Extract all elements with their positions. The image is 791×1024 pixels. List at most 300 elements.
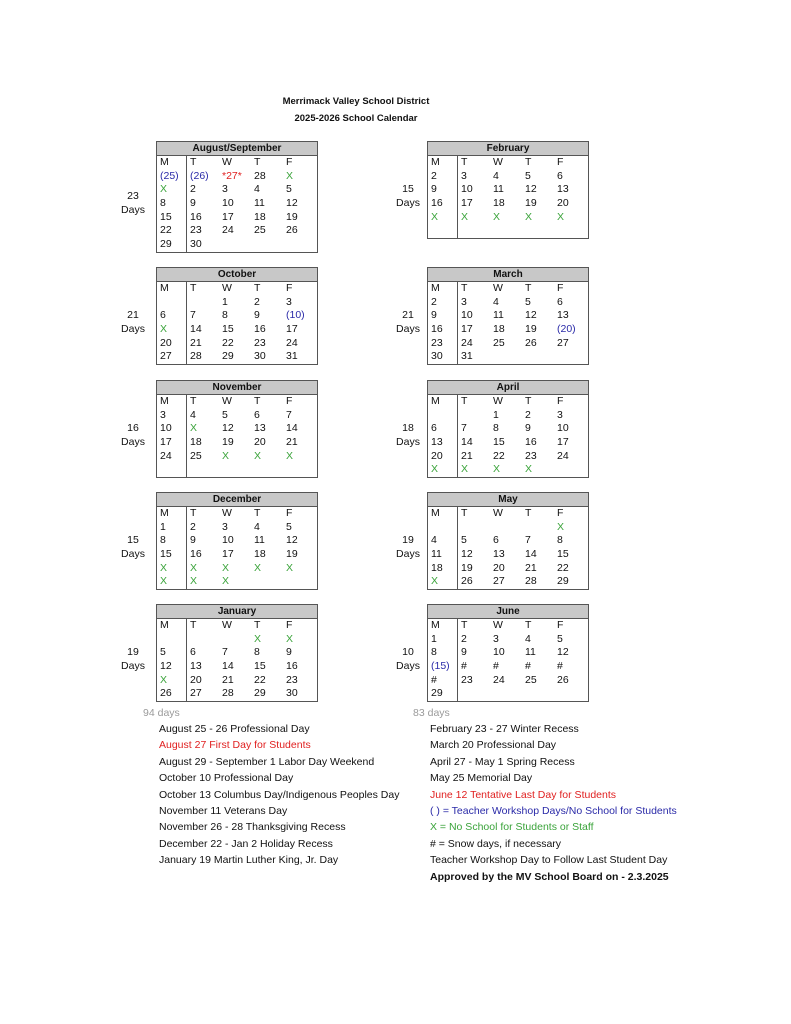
month-block xyxy=(156,380,318,478)
day-cell: 14 xyxy=(461,436,473,449)
day-cell: (20) xyxy=(557,323,576,336)
day-cell: 12 xyxy=(286,197,298,210)
day-cell: 9 xyxy=(254,309,260,322)
weekday-label: F xyxy=(286,619,293,631)
weekday-label: W xyxy=(493,156,503,168)
day-cell: 27 xyxy=(557,336,569,349)
day-cell: # xyxy=(461,660,467,673)
day-cell: X xyxy=(557,520,565,533)
week-row xyxy=(428,350,588,364)
legend-left xyxy=(159,721,399,869)
day-cell: 2 xyxy=(428,296,458,310)
legend-item: August 27 First Day for Students xyxy=(159,739,311,752)
day-cell: 25 xyxy=(190,449,202,462)
day-cell xyxy=(458,687,490,701)
day-cell: 20 xyxy=(557,197,569,210)
month-name: May xyxy=(428,493,588,507)
day-cell: 19 xyxy=(525,323,537,336)
day-cell: 15 xyxy=(222,323,234,336)
day-cell xyxy=(522,224,554,238)
left-total-count: 94 xyxy=(143,707,155,719)
day-cell: 16 xyxy=(190,210,202,223)
day-cell: X xyxy=(428,463,458,477)
day-cell: 19 xyxy=(222,436,234,449)
day-cell: 19 xyxy=(286,210,298,223)
weekday-label: W xyxy=(222,507,232,519)
day-cell: 4 xyxy=(428,534,458,548)
legend-item: August 29 - September 1 Labor Day Weekend xyxy=(159,755,375,768)
day-cell: X xyxy=(157,562,187,576)
day-cell: X xyxy=(254,632,262,645)
day-cell: X xyxy=(493,210,501,223)
day-cell: 6 xyxy=(557,295,563,308)
day-cell: 14 xyxy=(525,548,537,561)
weekday-label: F xyxy=(557,619,564,631)
day-cell: 6 xyxy=(190,646,196,659)
day-cell: 1 xyxy=(493,408,499,421)
day-cell: X xyxy=(222,561,230,574)
day-cell: X xyxy=(525,210,533,223)
week-row xyxy=(428,197,588,211)
day-cell: # xyxy=(525,660,531,673)
day-cell: X xyxy=(254,449,262,462)
day-cell: 19 xyxy=(461,561,473,574)
day-cell: 4 xyxy=(254,183,260,196)
month-name: October xyxy=(157,268,317,282)
day-cell: 1 xyxy=(157,521,187,535)
day-cell: X xyxy=(286,632,294,645)
weekday-label: W xyxy=(222,395,232,407)
days-count-label: Days xyxy=(396,436,420,449)
week-row xyxy=(157,337,317,351)
day-cell: 24 xyxy=(157,450,187,464)
calendar-title: 2025-2026 School Calendar xyxy=(294,113,418,124)
week-row xyxy=(428,575,588,589)
day-cell: 15 xyxy=(493,436,505,449)
legend-item: December 22 - Jan 2 Holiday Recess xyxy=(159,837,333,850)
month-name: March xyxy=(428,268,588,282)
weekday-label: W xyxy=(493,395,503,407)
day-cell: X xyxy=(190,561,198,574)
left-total-label: days xyxy=(157,707,180,719)
weekday-label: T xyxy=(190,156,197,168)
day-cell: 7 xyxy=(222,646,228,659)
day-cell: 17 xyxy=(222,548,234,561)
day-cell: 13 xyxy=(254,422,266,435)
day-cell: 31 xyxy=(461,350,473,363)
day-cell: 16 xyxy=(190,548,202,561)
month-name: January xyxy=(157,605,317,619)
day-cell: 6 xyxy=(557,169,563,182)
weekday-label: T xyxy=(525,282,532,294)
week-row xyxy=(428,337,588,351)
days-count-number: 18 xyxy=(402,422,414,435)
days-count-label: Days xyxy=(396,323,420,336)
week-row xyxy=(157,197,317,211)
week-row xyxy=(428,422,588,436)
day-cell xyxy=(157,633,187,647)
day-cell: 3 xyxy=(286,295,292,308)
day-cell: (10) xyxy=(286,309,305,322)
day-cell: 17 xyxy=(461,197,473,210)
day-cell: 23 xyxy=(286,673,298,686)
day-cell xyxy=(219,463,251,477)
week-row xyxy=(157,211,317,225)
day-cell xyxy=(554,350,586,364)
day-cell: 14 xyxy=(286,422,298,435)
day-cell: 19 xyxy=(286,548,298,561)
day-cell xyxy=(522,350,554,364)
day-cell: 11 xyxy=(493,183,504,196)
day-cell: 21 xyxy=(222,673,234,686)
day-cell: 8 xyxy=(222,309,228,322)
day-cell: 4 xyxy=(525,632,531,645)
day-cell xyxy=(219,633,251,647)
weekday-label: T xyxy=(461,395,468,407)
legend-item: October 10 Professional Day xyxy=(159,772,294,785)
month-block xyxy=(156,141,318,253)
day-cell: 3 xyxy=(222,520,228,533)
week-row xyxy=(157,183,317,197)
day-cell: 17 xyxy=(157,436,187,450)
day-cell xyxy=(283,575,315,589)
days-count-label: Days xyxy=(396,548,420,561)
day-cell: 29 xyxy=(557,575,569,588)
month-block xyxy=(156,267,318,365)
day-cell xyxy=(187,463,219,477)
days-count-label: Days xyxy=(396,660,420,673)
month-name: August/September xyxy=(157,142,317,156)
month-block xyxy=(427,604,589,702)
day-cell: 26 xyxy=(461,575,473,588)
day-cell: 4 xyxy=(493,295,499,308)
weekday-header-row xyxy=(428,156,588,170)
day-cell: 23 xyxy=(254,336,266,349)
day-cell: 12 xyxy=(557,646,569,659)
weekday-header-row xyxy=(157,619,317,633)
day-cell: 30 xyxy=(190,238,202,251)
day-cell xyxy=(458,409,490,423)
week-row xyxy=(428,562,588,576)
day-cell xyxy=(428,224,458,238)
month-block xyxy=(427,380,589,478)
day-cell: X xyxy=(428,211,458,225)
weekday-label: F xyxy=(557,282,564,294)
week-row xyxy=(428,436,588,450)
weekday-header-row xyxy=(157,395,317,409)
day-cell: 24 xyxy=(286,336,298,349)
weekday-header-row xyxy=(157,507,317,521)
day-cell: *27* xyxy=(222,169,242,182)
day-cell: 2 xyxy=(190,183,196,196)
weekday-label: W xyxy=(222,619,232,631)
day-cell: 22 xyxy=(493,449,505,462)
day-cell: 7 xyxy=(525,534,531,547)
day-cell: 20 xyxy=(157,337,187,351)
days-count-number: 10 xyxy=(402,646,414,659)
day-cell: 9 xyxy=(525,422,531,435)
weekday-label: W xyxy=(222,156,232,168)
day-cell: (26) xyxy=(190,169,209,182)
day-cell: 26 xyxy=(157,687,187,701)
day-cell: 21 xyxy=(525,561,537,574)
day-cell: 12 xyxy=(525,309,537,322)
day-cell xyxy=(428,521,458,535)
weekday-label: F xyxy=(286,395,293,407)
month-block xyxy=(156,604,318,702)
day-cell: 22 xyxy=(254,673,266,686)
day-cell: 12 xyxy=(286,534,298,547)
day-cell: 18 xyxy=(254,548,266,561)
right-total xyxy=(413,707,450,719)
day-cell: 15 xyxy=(557,548,569,561)
day-cell: 6 xyxy=(254,408,260,421)
day-cell: 24 xyxy=(222,224,234,237)
week-row xyxy=(428,646,588,660)
day-cell: 3 xyxy=(493,632,499,645)
day-cell: 5 xyxy=(222,408,228,421)
day-cell: X xyxy=(157,183,187,197)
day-cell: 17 xyxy=(461,323,473,336)
day-cell: 10 xyxy=(493,646,505,659)
day-cell: 3 xyxy=(222,183,228,196)
week-row xyxy=(428,211,588,225)
day-cell: 12 xyxy=(157,660,187,674)
day-cell: # xyxy=(557,660,563,673)
instructional-days-count xyxy=(393,533,423,561)
day-cell: 18 xyxy=(254,210,266,223)
day-cell: 3 xyxy=(461,295,467,308)
day-cell: 4 xyxy=(254,520,260,533)
day-cell: 1 xyxy=(222,295,228,308)
day-cell xyxy=(157,296,187,310)
month-name: April xyxy=(428,381,588,395)
weekday-label: T xyxy=(525,507,532,519)
legend-item: August 25 - 26 Professional Day xyxy=(159,723,310,735)
day-cell: 20 xyxy=(428,450,458,464)
day-cell: 5 xyxy=(525,169,531,182)
week-row xyxy=(157,646,317,660)
week-row xyxy=(157,633,317,647)
day-cell xyxy=(251,575,283,589)
day-cell: 4 xyxy=(493,169,499,182)
weekday-label: T xyxy=(461,156,468,168)
weekday-label: M xyxy=(428,156,458,170)
month-block xyxy=(427,267,589,365)
day-cell: 6 xyxy=(157,309,187,323)
day-cell: 9 xyxy=(461,646,467,659)
day-cell: 3 xyxy=(461,169,467,182)
day-cell: 30 xyxy=(428,350,458,364)
days-count-number: 21 xyxy=(402,309,414,322)
day-cell: 28 xyxy=(525,575,537,588)
day-cell: 16 xyxy=(525,436,537,449)
weekday-label: F xyxy=(557,156,564,168)
day-cell: 25 xyxy=(493,336,505,349)
instructional-days-count xyxy=(118,189,148,217)
day-cell: X xyxy=(428,575,458,589)
legend-item: X = No School for Students or Staff xyxy=(430,821,594,834)
day-cell: 27 xyxy=(190,687,202,700)
day-cell: 24 xyxy=(557,449,569,462)
week-row xyxy=(428,323,588,337)
weekday-label: F xyxy=(286,507,293,519)
day-cell: 6 xyxy=(428,422,458,436)
day-cell: 15 xyxy=(157,548,187,562)
week-row xyxy=(157,674,317,688)
right-total-label: days xyxy=(427,707,450,719)
week-row xyxy=(157,238,317,252)
day-cell: 17 xyxy=(557,436,569,449)
day-cell: 14 xyxy=(190,323,202,336)
weekday-label: T xyxy=(461,619,468,631)
day-cell: 28 xyxy=(190,350,202,363)
day-cell xyxy=(554,463,586,477)
day-cell: X xyxy=(222,449,230,462)
day-cell xyxy=(490,350,522,364)
weekday-label: T xyxy=(254,395,261,407)
day-cell: 8 xyxy=(428,646,458,660)
instructional-days-count xyxy=(118,308,148,336)
day-cell: 23 xyxy=(428,337,458,351)
day-cell: 9 xyxy=(428,309,458,323)
day-cell: 13 xyxy=(428,436,458,450)
day-cell xyxy=(428,409,458,423)
weekday-label: T xyxy=(190,619,197,631)
day-cell: 29 xyxy=(428,687,458,701)
day-cell: 18 xyxy=(493,197,505,210)
week-row xyxy=(428,309,588,323)
weekday-header-row xyxy=(428,507,588,521)
week-row xyxy=(428,183,588,197)
day-cell: 5 xyxy=(525,295,531,308)
day-cell: 28 xyxy=(222,687,234,700)
day-cell: 26 xyxy=(557,673,569,686)
weekday-header-row xyxy=(157,282,317,296)
weekday-label: T xyxy=(461,282,468,294)
days-count-number: 15 xyxy=(127,534,139,547)
day-cell: 30 xyxy=(254,350,266,363)
day-cell: 23 xyxy=(461,673,473,686)
week-row xyxy=(428,296,588,310)
day-cell: 30 xyxy=(286,687,298,700)
weekday-label: T xyxy=(525,395,532,407)
day-cell: 28 xyxy=(254,169,266,182)
day-cell: 22 xyxy=(222,336,234,349)
week-row xyxy=(428,687,588,701)
weekday-label: W xyxy=(493,619,503,631)
month-block xyxy=(427,492,589,590)
day-cell xyxy=(187,296,219,310)
day-cell: 2 xyxy=(461,632,467,645)
week-row xyxy=(428,633,588,647)
day-cell: 8 xyxy=(157,197,187,211)
day-cell: 10 xyxy=(222,197,234,210)
instructional-days-count xyxy=(393,421,423,449)
day-cell: 23 xyxy=(525,449,537,462)
day-cell xyxy=(251,463,283,477)
day-cell: 6 xyxy=(493,534,499,547)
day-cell: 7 xyxy=(461,422,467,435)
weekday-label: F xyxy=(286,156,293,168)
day-cell: X xyxy=(461,210,469,223)
day-cell: 5 xyxy=(557,632,563,645)
week-row xyxy=(428,534,588,548)
days-count-number: 16 xyxy=(127,422,139,435)
day-cell: 20 xyxy=(190,673,202,686)
day-cell: 21 xyxy=(461,449,473,462)
week-row xyxy=(428,548,588,562)
day-cell: 25 xyxy=(254,224,266,237)
days-count-label: Days xyxy=(396,197,420,210)
day-cell: 11 xyxy=(493,309,504,322)
day-cell: 25 xyxy=(525,673,537,686)
week-row xyxy=(157,296,317,310)
day-cell xyxy=(522,687,554,701)
day-cell: X xyxy=(525,463,533,476)
week-row xyxy=(428,463,588,477)
day-cell: 10 xyxy=(461,309,473,322)
weekday-header-row xyxy=(428,282,588,296)
day-cell: # xyxy=(428,674,458,688)
week-row xyxy=(157,309,317,323)
weekday-label: W xyxy=(222,282,232,294)
days-count-number: 21 xyxy=(127,309,139,322)
weekday-label: M xyxy=(428,395,458,409)
week-row xyxy=(428,521,588,535)
day-cell: 16 xyxy=(428,197,458,211)
day-cell: 24 xyxy=(493,673,505,686)
days-count-number: 23 xyxy=(127,189,139,202)
weekday-label: F xyxy=(557,507,564,519)
day-cell: 17 xyxy=(286,323,298,336)
weekday-label: T xyxy=(190,507,197,519)
day-cell: 29 xyxy=(222,350,234,363)
day-cell: 18 xyxy=(428,562,458,576)
day-cell: 12 xyxy=(525,183,537,196)
week-row xyxy=(157,521,317,535)
week-row xyxy=(157,409,317,423)
day-cell: 13 xyxy=(493,548,505,561)
week-row xyxy=(157,660,317,674)
instructional-days-count xyxy=(118,533,148,561)
day-cell xyxy=(251,238,283,252)
day-cell: 19 xyxy=(525,197,537,210)
day-cell: X xyxy=(461,463,469,476)
day-cell: 10 xyxy=(461,183,473,196)
day-cell: 5 xyxy=(157,646,187,660)
day-cell: 1 xyxy=(428,633,458,647)
day-cell: 16 xyxy=(286,660,298,673)
day-cell: 13 xyxy=(190,660,202,673)
weekday-label: M xyxy=(157,156,187,170)
week-row xyxy=(428,224,588,238)
day-cell xyxy=(187,633,219,647)
weekday-header-row xyxy=(157,156,317,170)
day-cell: 8 xyxy=(254,646,260,659)
week-row xyxy=(157,687,317,701)
weekday-label: F xyxy=(557,395,564,407)
instructional-days-count xyxy=(118,421,148,449)
legend-item: June 12 Tentative Last Day for Students xyxy=(430,788,617,801)
weekday-label: T xyxy=(525,619,532,631)
day-cell: X xyxy=(157,674,187,688)
week-row xyxy=(157,575,317,589)
day-cell: 15 xyxy=(254,660,266,673)
legend-item: May 25 Memorial Day xyxy=(430,772,533,785)
day-cell: 9 xyxy=(190,197,196,210)
day-cell: 8 xyxy=(557,534,563,547)
